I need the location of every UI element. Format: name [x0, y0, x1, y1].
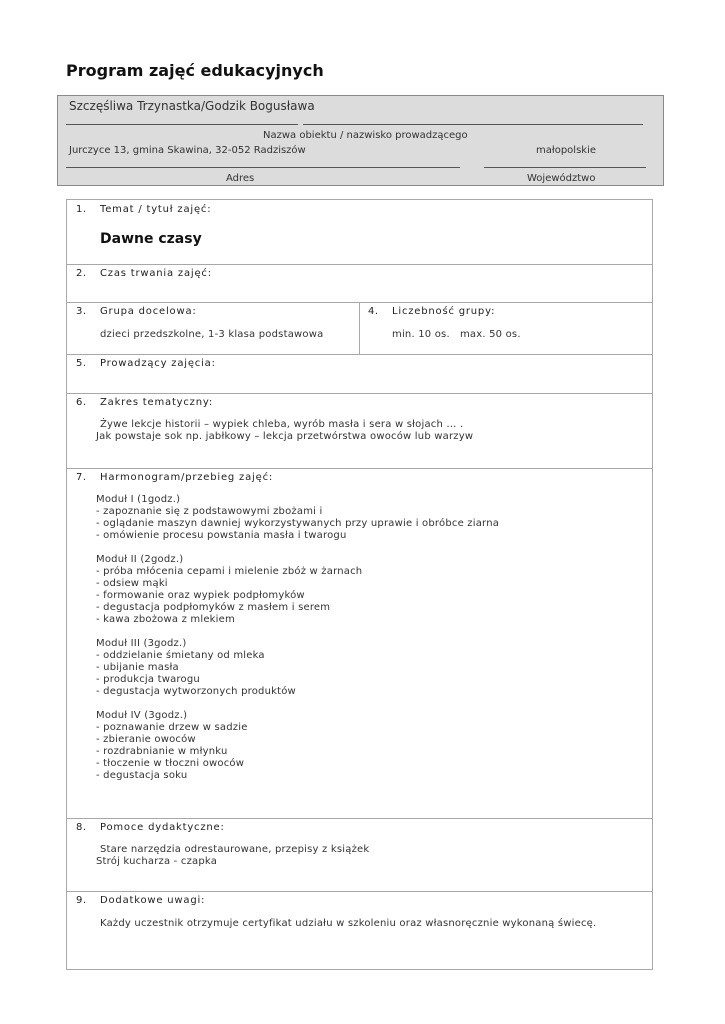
section-label: Dodatkowe uwagi:: [100, 895, 206, 906]
module-item: - ubijanie masła: [96, 662, 179, 673]
section-label: Liczebność grupy:: [392, 306, 496, 317]
section-number: 2.: [76, 268, 87, 279]
schedule-content: [96, 494, 499, 782]
module-title: Moduł IV (3godz.): [96, 710, 188, 721]
module-item: - oglądanie maszyn dawniej wykorzystywanych przy uprawie i obróbce ziarna: [96, 518, 500, 529]
section-label: Pomoce dydaktyczne:: [100, 822, 225, 833]
section-group: [67, 303, 652, 355]
section-teaching-aids: [67, 819, 652, 892]
address-caption: Adres: [226, 173, 255, 184]
module-item: - degustacja soku: [96, 770, 188, 781]
voivodeship-underline: [484, 167, 646, 168]
section-label: Czas trwania zajęć:: [100, 268, 212, 279]
section-label: Temat / tytuł zajęć:: [100, 204, 212, 215]
module-item: - odsiew mąki: [96, 578, 168, 589]
facility-underline: [66, 124, 298, 125]
module-item: - formowanie oraz wypiek podpłomyków: [96, 590, 305, 601]
section-number: 7.: [76, 472, 87, 483]
voivodeship-value: małopolskie: [536, 145, 597, 156]
scope-line: Jak powstaje sok np. jabłkowy – lekcja przetwórstwa owoców lub warzyw: [96, 431, 474, 442]
module-title: Moduł III (3godz.): [96, 638, 187, 649]
section-scope: [67, 394, 652, 469]
section-label: Zakres tematyczny:: [100, 397, 214, 408]
module-item: - oddzielanie śmietany od mleka: [96, 650, 265, 661]
section-number: 8.: [76, 822, 87, 833]
section-number: 5.: [76, 358, 87, 369]
address-underline: [66, 167, 460, 168]
section-topic: [67, 200, 652, 265]
section-label: Prowadzący zajęcia:: [100, 358, 216, 369]
section-number: 6.: [76, 397, 87, 408]
module-title: Moduł I (1godz.): [96, 494, 181, 505]
module-item: - zapoznanie się z podstawowymi zbożami i: [96, 506, 323, 517]
module-item: - zbieranie owoców: [96, 734, 196, 745]
section-label: Harmonogram/przebieg zajęć:: [100, 472, 274, 483]
module-title: Moduł II (2godz.): [96, 554, 184, 565]
header-box: [57, 95, 664, 186]
target-group-value: dzieci przedszkolne, 1-3 klasa podstawowa: [100, 329, 324, 340]
voivodeship-caption: Województwo: [527, 173, 596, 184]
module-item: - tłoczenie w tłoczni owoców: [96, 758, 245, 769]
section-number: 9.: [76, 895, 87, 906]
address-value: Jurczyce 13, gmina Skawina, 32-052 Radziszów: [69, 145, 306, 156]
group-size-value: min. 10 os. max. 50 os.: [392, 329, 521, 340]
module-item: - próba młócenia cepami i mielenie zbóż w żarnach: [96, 566, 363, 577]
topic-value: Dawne czasy: [100, 231, 202, 247]
section-number: 3.: [76, 306, 87, 317]
section-instructor: [67, 355, 652, 394]
facility-underline-2: [303, 124, 643, 125]
notes-value: Każdy uczestnik otrzymuje certyfikat udziału w szkoleniu oraz własnoręcznie wykonaną świecę.: [100, 918, 597, 929]
section-notes: [67, 892, 652, 968]
section-number: 4.: [368, 306, 379, 317]
module-item: - kawa zbożowa z mlekiem: [96, 614, 235, 625]
aids-line: Strój kucharza - czapka: [96, 856, 218, 867]
aids-line: Stare narzędzia odrestaurowane, przepisy z książek: [100, 844, 370, 855]
facility-caption: Nazwa obiektu / nazwisko prowadzącego: [263, 130, 468, 141]
module-item: - degustacja podpłomyków z masłem i serem: [96, 602, 331, 613]
section-schedule: [67, 469, 652, 819]
module-item: - rozdrabnianie w młynku: [96, 746, 228, 757]
scope-line: Żywe lekcje historii – wypiek chleba, wyrób masła i sera w słojach … .: [100, 419, 464, 430]
module-item: - poznawanie drzew w sadzie: [96, 722, 248, 733]
module-item: - omówienie procesu powstania masła i twarogu: [96, 530, 347, 541]
section-duration: [67, 265, 652, 303]
column-divider: [359, 303, 360, 354]
page-title: Program zajęć edukacyjnych: [66, 61, 324, 80]
module-item: - degustacja wytworzonych produktów: [96, 686, 296, 697]
module-item: - produkcja twarogu: [96, 674, 200, 685]
section-number: 1.: [76, 204, 87, 215]
section-label: Grupa docelowa:: [100, 306, 197, 317]
program-form: [66, 199, 653, 970]
facility-name: Szczęśliwa Trzynastka/Godzik Bogusława: [69, 99, 315, 113]
